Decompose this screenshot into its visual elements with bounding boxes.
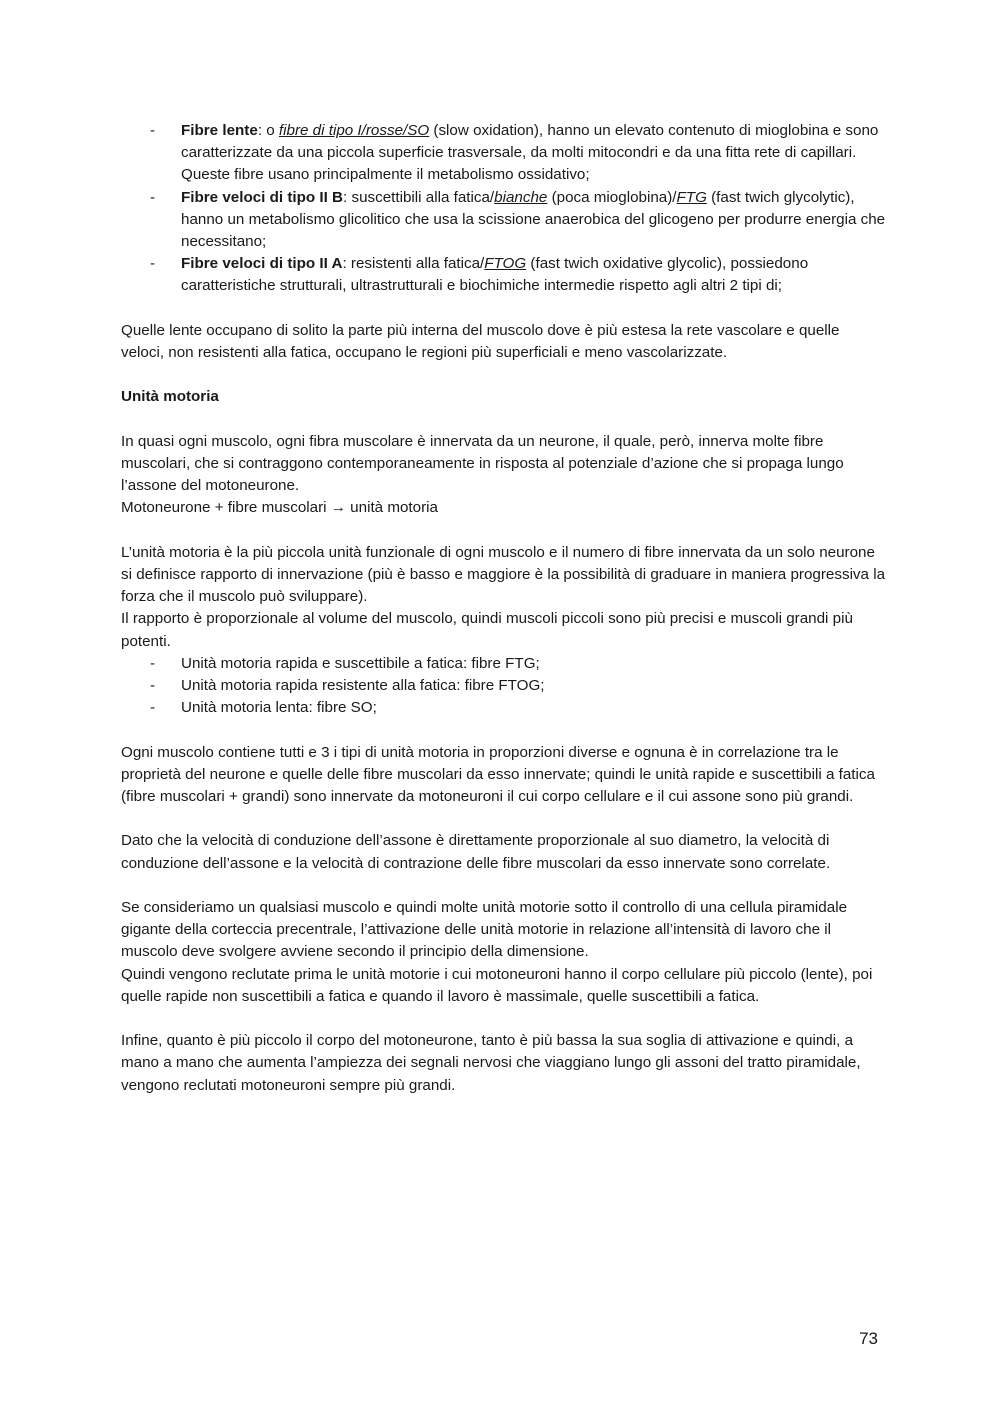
list-item: [121, 653, 886, 675]
paragraph: Quindi vengono reclutate prima le unità motorie i cui motoneuroni hanno il corpo cellulare più piccolo (lente), poi quelle rapide non suscettibili a fatica e quando il lavoro è massimale, quelle suscettibili a fatica.: [121, 965, 873, 1005]
heading-text: Unità motoria: [121, 388, 219, 406]
text-span: (fast twich glycolytic), hanno un metabolismo glicolitico che usa la scissione anaerobica del glicogeno per produrre energia che necessitano;: [181, 188, 886, 251]
text-span: : suscettibili alla fatica/: [343, 188, 495, 206]
dash-bullet: -: [150, 677, 156, 695]
paragraph: Motoneurone + fibre muscolari → unità motoria: [121, 499, 438, 517]
paragraph: Ogni muscolo contiene tutti e 3 i tipi di unità motoria in proporzioni diverse e ognuna è in correlazione tra le proprietà del neurone e quelle delle fibre muscolari da esso innervate; quindi le unità rapide e suscettibili a fatica (fibre muscolari + grandi) sono innervate da motoneuroni il cui corpo cellulare e il cui assone sono più grandi.: [121, 743, 875, 806]
term-heading: Fibre veloci di tipo II A: [181, 255, 343, 273]
term-heading: Fibre lente: [181, 122, 258, 139]
term-link: FTOG: [484, 255, 527, 273]
paragraph: Dato che la velocità di conduzione dell’assone è direttamente proporzionale al suo diametro, la velocità di conduzione dell’assone e la velocità di contrazione delle fibre muscolari da esso innervate sono correlate.: [121, 832, 831, 872]
text-span: Unità motoria rapida e suscettibile a fatica: fibre FTG;: [181, 654, 540, 672]
text-span: Unità motoria lenta: fibre SO;: [181, 699, 377, 717]
paragraph: L’unità motoria è la più piccola unità funzionale di ogni muscolo e il numero di fibre innervata da un solo neurone si definisce rapporto di innervazione (più è basso e maggiore è la possibilità di graduare in maniera progressiva la forza che il muscolo può sviluppare).: [121, 543, 886, 606]
text-span: (fast twich oxidative glycolic), possiedono caratteristiche strutturali, ultrastrutturali e biochimiche intermedie rispetto agli altri 2 tipi di;: [181, 255, 809, 295]
paragraph: Il rapporto è proporzionale al volume del muscolo, quindi muscoli piccoli sono più precisi e muscoli grandi più potenti.: [121, 610, 853, 650]
dash-bullet: -: [150, 654, 156, 672]
section-heading: [121, 386, 886, 408]
page-content: [121, 120, 886, 1097]
term-link: FTG: [676, 188, 707, 206]
paragraph: Infine, quanto è più piccolo il corpo del motoneurone, tanto è più bassa la sua soglia di attivazione e quindi, a mano a mano che aumenta l’ampiezza dei segnali nervosi che viaggiano lungo gli assoni del tratto piramidale, vengono reclutati motoneuroni sempre più grandi.: [121, 1032, 861, 1094]
paragraph: Quelle lente occupano di solito la parte più interna del muscolo dove è più estesa la rete vascolare e quelle veloci, non resistenti alla fatica, occupano le regioni più superficiali e meno vascolarizzate.: [121, 321, 840, 362]
term-heading: Fibre veloci di tipo II B: [181, 188, 344, 206]
motor-unit-list: [121, 653, 886, 720]
list-item: [121, 697, 886, 719]
text-span: Unità motoria rapida resistente alla fatica: fibre FTOG;: [181, 677, 545, 695]
text-span: (slow oxidation), hanno un elevato contenuto di mioglobina e sono caratterizzate da una piccola superficie trasversale, da molti mitocondri e da una fitta rete di capillari.: [181, 122, 879, 162]
list-item: [121, 253, 886, 297]
term-link: bianche: [494, 188, 548, 206]
dash-bullet: -: [150, 122, 156, 139]
term-link: fibre di tipo I/rosse/SO: [278, 122, 430, 139]
dash-bullet: -: [150, 188, 156, 206]
dash-bullet: -: [150, 255, 156, 273]
list-item: [121, 187, 886, 254]
dash-bullet: -: [150, 699, 156, 717]
paragraph: In quasi ogni muscolo, ogni fibra muscolare è innervata da un neurone, il quale, però, innerva molte fibre muscolari, che si contraggono contemporaneamente in risposta al potenziale d’azione che si propaga lungo l’assone del motoneurone.: [121, 432, 844, 495]
text-span: (poca mioglobina)/: [547, 188, 677, 206]
text-span: : resistenti alla fatica/: [342, 255, 485, 273]
page-number: 73: [859, 1329, 878, 1348]
text-span: Queste fibre usano principalmente il metabolismo ossidativo;: [181, 166, 590, 184]
list-item: [121, 675, 886, 697]
text-span: : o: [257, 122, 279, 139]
list-item: [121, 120, 886, 187]
paragraph: Se consideriamo un qualsiasi muscolo e quindi molte unità motorie sotto il controllo di una cellula piramidale gigante della corteccia precentrale, l’attivazione delle unità motorie in relazione all’intensità di lavoro che il muscolo deve svolgere avviene secondo il principio della dimensione.: [121, 899, 848, 961]
fiber-type-list: [121, 120, 886, 298]
